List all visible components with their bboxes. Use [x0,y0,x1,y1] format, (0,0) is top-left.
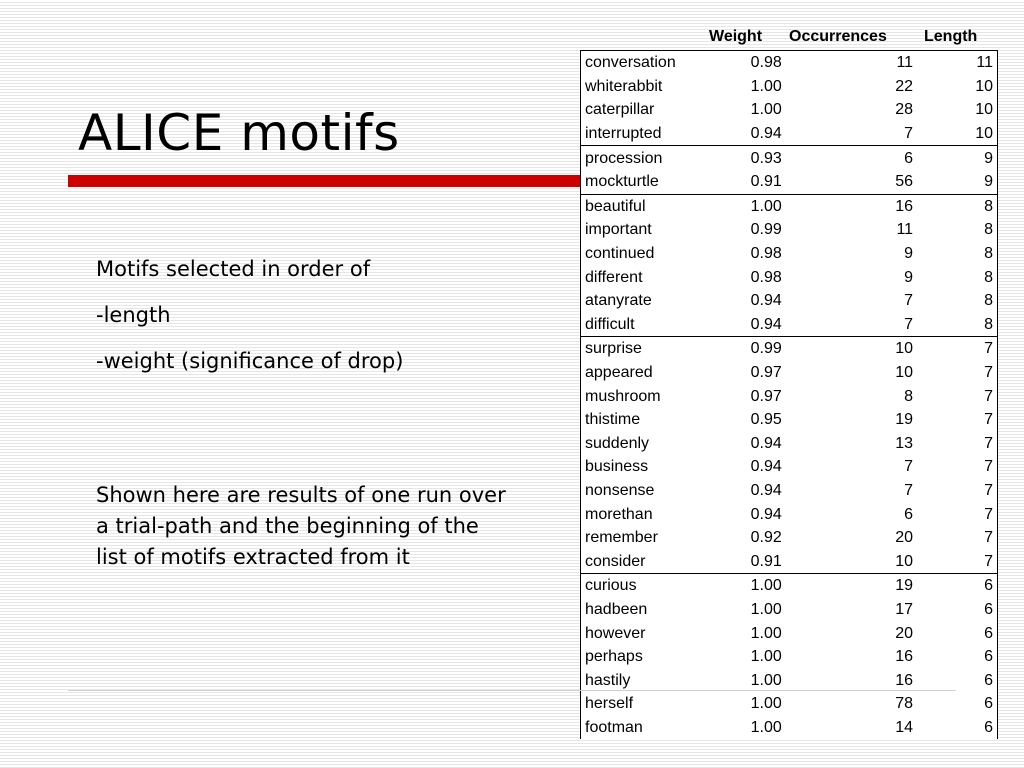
intro-text [96,254,516,392]
motif-cell: procession [581,146,733,170]
length-cell: 8 [984,221,993,239]
motif-table-body [581,51,998,740]
table-row [581,361,998,385]
occurrences-cell: 22 [895,77,914,95]
weight-cell: 0.94 [750,481,782,499]
table-row [581,502,998,526]
length-cell: 6 [984,648,993,666]
length-cell: 10 [975,125,993,143]
weight-cell: 0.91 [750,173,782,191]
occurrences-cell: 78 [895,695,914,713]
weight-cell: 0.97 [750,387,782,405]
length-cell: 8 [984,268,993,286]
length-cell: 6 [984,624,993,642]
motif-cell: caterpillar [585,101,655,119]
occurrences-cell: 11 [896,221,914,239]
table-row [581,668,998,692]
length-cell: 8 [984,245,993,263]
motif-cell: morethan [585,505,653,523]
length-cell: 11 [976,54,993,72]
weight-cell: 1.00 [750,101,782,119]
occurrences-cell: 14 [895,718,914,736]
length-cell: 7 [917,337,997,361]
table-row [581,146,998,170]
occurrences-cell: 19 [895,411,914,429]
weight-cell: 0.94 [750,458,782,476]
weight-cell: 0.99 [750,221,782,239]
occurrences-cell: 16 [806,194,917,218]
table-row [581,384,998,408]
header-weight: Weight [709,28,763,45]
length-cell: 7 [984,529,993,547]
occurrences-cell: 8 [904,387,914,405]
weight-cell: 0.99 [733,337,807,361]
table-row [581,408,998,432]
table-row [581,289,998,313]
weight-cell: 1.00 [750,624,782,642]
table-row [581,621,998,645]
length-cell: 6 [984,695,993,713]
table-row [581,479,998,503]
length-cell: 8 [984,315,993,333]
occurrences-cell: 7 [904,481,914,499]
table-row [581,265,998,289]
motif-cell: herself [585,695,634,713]
intro-line-1: Motifs selected in order of [96,257,371,281]
weight-cell: 1.00 [750,77,782,95]
weight-cell: 0.98 [750,268,782,286]
length-cell: 7 [984,505,993,523]
motif-cell: remember [585,529,658,547]
motif-cell: business [585,458,649,476]
weight-cell: 1.00 [733,574,807,598]
occurrences-cell: 28 [895,101,914,119]
length-cell: 7 [984,552,993,570]
occurrences-cell: 6 [904,505,914,523]
motif-cell: atanyrate [585,292,652,310]
occurrences-cell: 19 [806,574,917,598]
description-paragraph: Shown here are results of one run over a trial-path and the beginning of the list of motifs extracted from it [96,483,506,569]
occurrences-cell: 7 [904,125,914,143]
weight-cell: 0.98 [750,54,782,72]
table-row [581,645,998,669]
length-cell: 7 [984,411,993,429]
motif-cell: continued [585,245,655,263]
motif-cell: consider [585,552,646,570]
occurrences-cell: 16 [895,671,914,689]
weight-cell: 0.94 [750,505,782,523]
occurrences-cell: 10 [895,552,914,570]
weight-cell: 1.00 [750,648,782,666]
table-row [581,75,998,99]
table-row [581,549,998,573]
table-row [581,170,998,194]
weight-cell: 0.92 [750,529,782,547]
motif-cell: conversation [585,54,676,72]
table-row [581,432,998,456]
motif-cell: mockturtle [585,173,659,191]
length-cell: 6 [984,718,993,736]
table-row [581,692,998,716]
weight-cell: 1.00 [750,600,782,618]
table-row [581,598,998,622]
occurrences-cell: 6 [806,146,917,170]
table-row [581,313,998,337]
motif-cell: hastily [585,671,631,689]
weight-cell: 1.00 [750,718,782,736]
title-underline-bar [68,175,590,187]
motif-cell: hadbeen [585,600,648,618]
length-cell: 7 [984,387,993,405]
weight-cell: 0.98 [750,245,782,263]
intro-line-3: -weight (significance of drop) [96,349,404,373]
occurrences-cell: 10 [806,337,917,361]
occurrences-cell: 56 [895,173,914,191]
table-row [581,218,998,242]
weight-cell: 1.00 [750,695,782,713]
weight-cell: 1.00 [750,671,782,689]
intro-line-2: -length [96,303,171,327]
motif-cell: nonsense [585,481,655,499]
occurrences-cell: 7 [904,458,914,476]
table-row [581,51,998,75]
footer-divider [68,690,956,691]
weight-cell: 1.00 [733,194,807,218]
motif-cell: footman [585,718,643,736]
occurrences-cell: 20 [895,529,914,547]
table-row [581,716,998,740]
weight-cell: 0.95 [750,411,782,429]
motif-cell: beautiful [581,194,733,218]
table-row [581,574,998,598]
table-row [581,242,998,266]
motif-cell: important [585,221,652,239]
motif-cell: surprise [581,337,733,361]
length-cell: 7 [984,458,993,476]
motif-cell: whiterabbit [585,77,663,95]
motif-cell: difficult [585,315,635,333]
occurrences-cell: 11 [896,54,914,72]
length-cell: 10 [975,101,993,119]
header-length: Length [924,28,978,45]
weight-cell: 0.93 [733,146,807,170]
motif-cell: interrupted [585,125,662,143]
length-cell: 9 [917,146,997,170]
occurrences-cell: 9 [904,245,914,263]
table-row [581,455,998,479]
length-cell: 9 [984,173,993,191]
occurrences-cell: 20 [895,624,914,642]
weight-cell: 0.94 [750,315,782,333]
length-cell: 6 [984,671,993,689]
occurrences-cell: 9 [904,268,914,286]
occurrences-cell: 13 [895,434,914,452]
length-cell: 8 [984,292,993,310]
weight-cell: 0.94 [750,292,782,310]
motif-cell: different [585,268,643,286]
weight-cell: 0.94 [750,125,782,143]
length-cell: 7 [984,481,993,499]
length-cell: 7 [984,434,993,452]
motif-cell: mushroom [585,387,661,405]
length-cell: 6 [917,574,997,598]
slide-title: ALICE motifs [78,104,400,162]
occurrences-cell: 7 [904,315,914,333]
weight-cell: 0.97 [750,364,782,382]
motif-cell: perhaps [585,648,643,666]
motif-cell: thistime [585,411,641,429]
header-occurrences: Occurrences [789,28,887,45]
occurrences-cell: 7 [904,292,914,310]
length-cell: 6 [984,600,993,618]
motif-cell: however [585,624,646,642]
occurrences-cell: 17 [895,600,914,618]
length-cell: 8 [917,194,997,218]
motif-cell: curious [581,574,733,598]
table-row [581,122,998,146]
occurrences-cell: 16 [895,648,914,666]
motif-table [580,50,998,739]
motif-cell: suddenly [585,434,650,452]
table-header [580,26,998,48]
table-row [581,526,998,550]
table-row [581,337,998,361]
length-cell: 10 [975,77,993,95]
length-cell: 7 [984,364,993,382]
table-row [581,98,998,122]
motif-cell: appeared [585,364,653,382]
weight-cell: 0.94 [750,434,782,452]
table-row [581,194,998,218]
occurrences-cell: 10 [895,364,914,382]
weight-cell: 0.91 [750,552,782,570]
